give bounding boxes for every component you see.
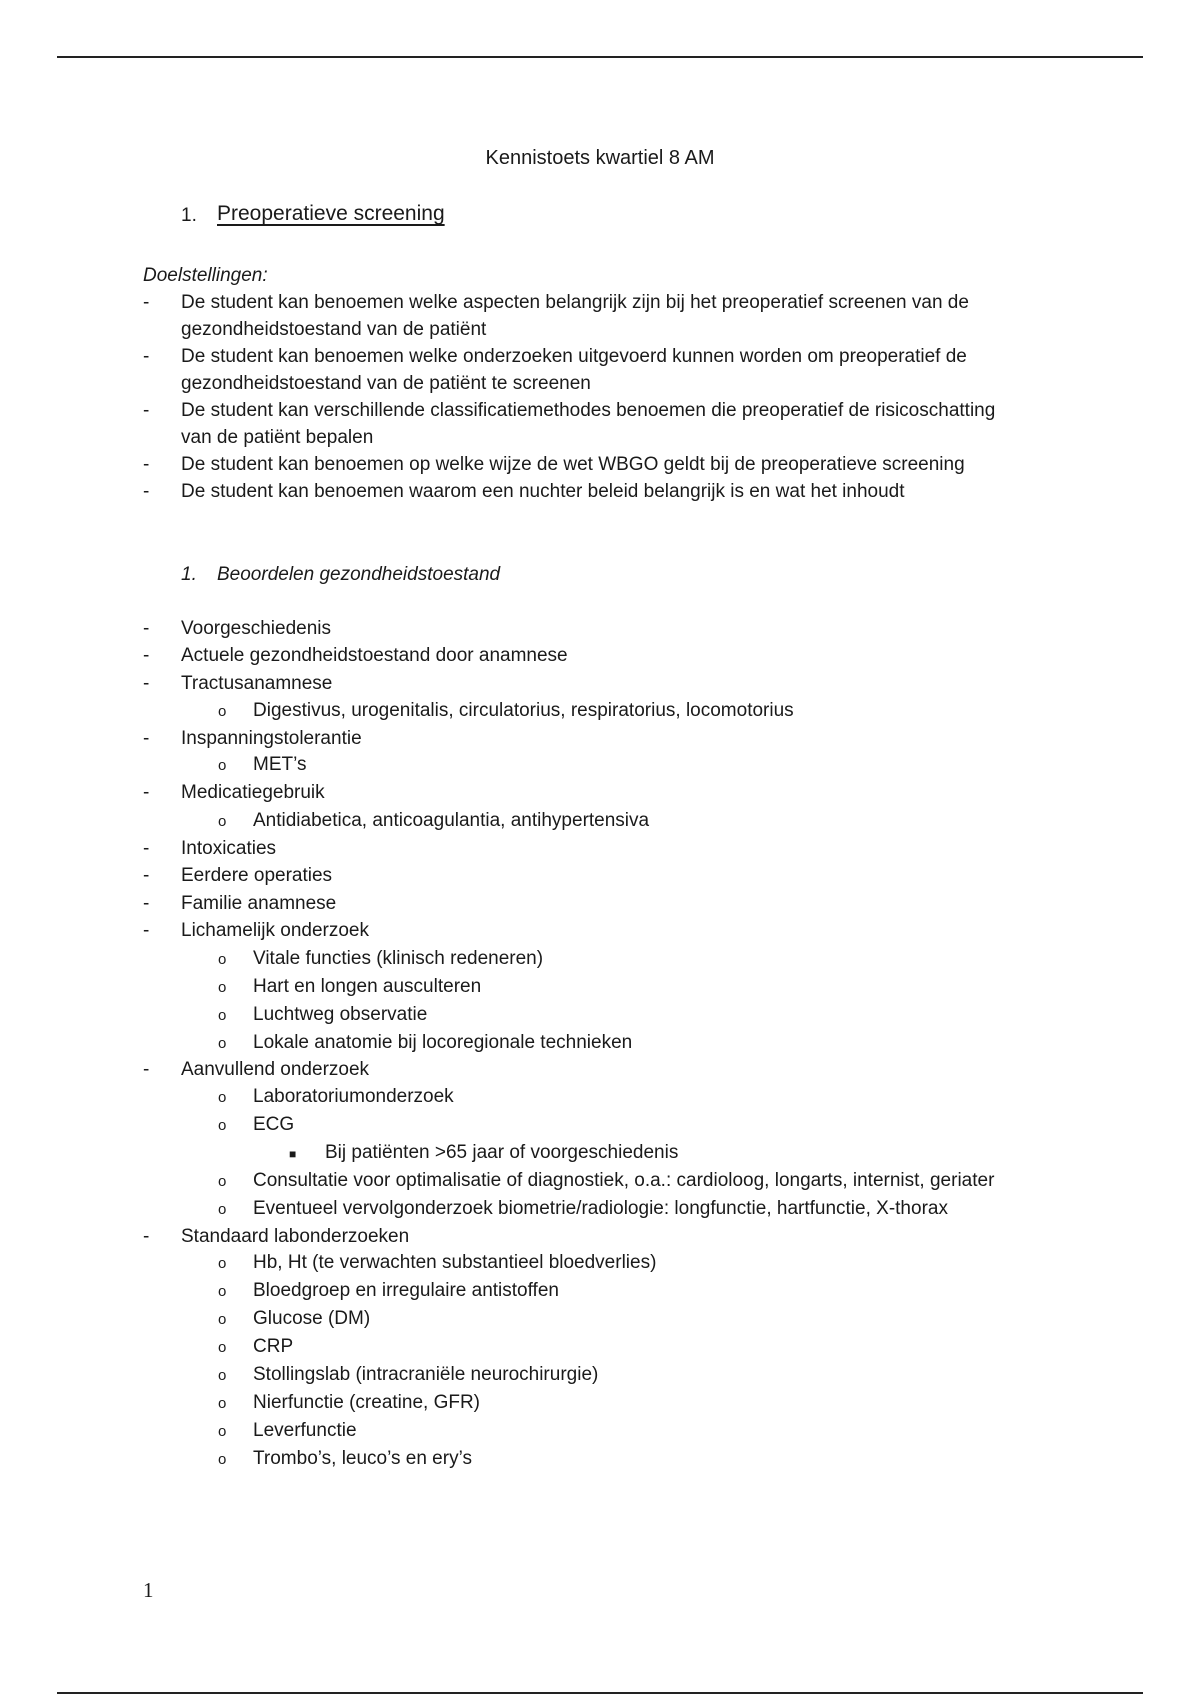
list-subitem: Eventueel vervolgonderzoek biometrie/radiologie: longfunctie, hartfunctie, X-thorax: [253, 1198, 948, 1219]
list-item: Medicatiegebruik: [181, 782, 325, 803]
dash-bullet: -: [143, 865, 150, 886]
list-subsubitem: Bij patiënten >65 jaar of voorgeschiedenis: [325, 1142, 679, 1163]
list-subitem: Lokale anatomie bij locoregionale technieken: [253, 1032, 633, 1053]
dash-bullet: -: [143, 728, 150, 749]
circle-bullet: o: [218, 1395, 227, 1412]
section-heading: Preoperatieve screening: [217, 202, 445, 225]
dash-bullet: -: [143, 618, 150, 639]
list-subitem: Antidiabetica, anticoagulantia, antihypertensiva: [253, 810, 650, 831]
list-item: Intoxicaties: [181, 838, 277, 859]
document-title: Kennistoets kwartiel 8 AM: [485, 147, 715, 169]
list-subitem: Leverfunctie: [253, 1420, 357, 1441]
circle-bullet: o: [218, 1117, 227, 1134]
dash-bullet: -: [143, 454, 150, 475]
dash-bullet: -: [143, 1059, 150, 1080]
list-subitem: Nierfunctie (creatine, GFR): [253, 1392, 481, 1413]
dash-bullet: -: [143, 292, 150, 313]
circle-bullet: o: [218, 979, 227, 996]
list-item: Standaard labonderzoeken: [181, 1226, 410, 1247]
circle-bullet: o: [218, 951, 227, 968]
circle-bullet: o: [218, 1255, 227, 1272]
dash-bullet: -: [143, 481, 150, 502]
circle-bullet: o: [218, 1283, 227, 1300]
header-rule: [57, 56, 1143, 58]
list-subitem: Laboratoriumonderzoek: [253, 1086, 454, 1107]
list-subitem: Luchtweg observatie: [253, 1004, 428, 1025]
circle-bullet: o: [218, 1173, 227, 1190]
list-item: Actuele gezondheidstoestand door anamnese: [181, 645, 568, 666]
circle-bullet: o: [218, 1451, 227, 1468]
section-number: 1.: [181, 205, 197, 226]
square-bullet: ■: [289, 1147, 297, 1161]
list-subitem: Glucose (DM): [253, 1308, 371, 1329]
list-subitem: Digestivus, urogenitalis, circulatorius, respiratorius, locomotorius: [253, 700, 794, 721]
circle-bullet: o: [218, 1201, 227, 1218]
list-item: Eerdere operaties: [181, 865, 333, 886]
circle-bullet: o: [218, 1007, 227, 1024]
list-subitem: Trombo’s, leuco’s en ery’s: [253, 1448, 472, 1469]
objective-1-line-1: De student kan benoemen welke aspecten belangrijk zijn bij het preoperatief screenen van de: [181, 292, 969, 313]
dash-bullet: -: [143, 673, 150, 694]
list-subitem: Consultatie voor optimalisatie of diagnostiek, o.a.: cardioloog, longarts, internist, geriater: [253, 1170, 995, 1191]
objective-5: De student kan benoemen waarom een nuchter beleid belangrijk is en wat het inhoudt: [181, 481, 905, 502]
list-subitem: Vitale functies (klinisch redeneren): [253, 948, 544, 969]
circle-bullet: o: [218, 703, 227, 720]
objective-4: De student kan benoemen op welke wijze de wet WBGO geldt bij de preoperatieve screening: [181, 454, 965, 475]
list-subitem: Hart en longen ausculteren: [253, 976, 482, 997]
list-item: Familie anamnese: [181, 893, 337, 914]
objective-3-line-2: van de patiënt bepalen: [181, 427, 374, 448]
objective-2-line-1: De student kan benoemen welke onderzoeken uitgevoerd kunnen worden om preoperatief de: [181, 346, 967, 367]
list-subitem: Hb, Ht (te verwachten substantieel bloedverlies): [253, 1252, 657, 1273]
circle-bullet: o: [218, 813, 227, 830]
objective-2-line-2: gezondheidstoestand van de patiënt te screenen: [181, 373, 591, 394]
list-item: Lichamelijk onderzoek: [181, 920, 369, 941]
circle-bullet: o: [218, 1367, 227, 1384]
list-item: Inspanningstolerantie: [181, 728, 362, 749]
list-item: Aanvullend onderzoek: [181, 1059, 370, 1080]
subsection-number: 1.: [181, 564, 197, 585]
footer-rule: [57, 1692, 1143, 1694]
list-subitem: ECG: [253, 1114, 295, 1135]
list-subitem: Stollingslab (intracraniële neurochirurgie): [253, 1364, 599, 1385]
objective-3-line-1: De student kan verschillende classificatiemethodes benoemen die preoperatief de risicoschatting: [181, 400, 996, 421]
circle-bullet: o: [218, 1089, 227, 1106]
list-item: Voorgeschiedenis: [181, 618, 331, 639]
list-subitem: Bloedgroep en irregulaire antistoffen: [253, 1280, 559, 1301]
dash-bullet: -: [143, 400, 150, 421]
circle-bullet: o: [218, 1311, 227, 1328]
dash-bullet: -: [143, 1226, 150, 1247]
subsection-heading: Beoordelen gezondheidstoestand: [217, 564, 501, 585]
dash-bullet: -: [143, 838, 150, 859]
dash-bullet: -: [143, 920, 150, 941]
circle-bullet: o: [218, 1423, 227, 1440]
objectives-label: Doelstellingen:: [143, 265, 268, 286]
dash-bullet: -: [143, 782, 150, 803]
page-number: 1: [143, 1578, 154, 1602]
objective-1-line-2: gezondheidstoestand van de patiënt: [181, 319, 487, 340]
list-item: Tractusanamnese: [181, 673, 333, 694]
list-subitem: MET’s: [253, 754, 307, 775]
dash-bullet: -: [143, 893, 150, 914]
list-subitem: CRP: [253, 1336, 294, 1357]
dash-bullet: -: [143, 645, 150, 666]
circle-bullet: o: [218, 1035, 227, 1052]
dash-bullet: -: [143, 346, 150, 367]
circle-bullet: o: [218, 1339, 227, 1356]
circle-bullet: o: [218, 757, 227, 774]
